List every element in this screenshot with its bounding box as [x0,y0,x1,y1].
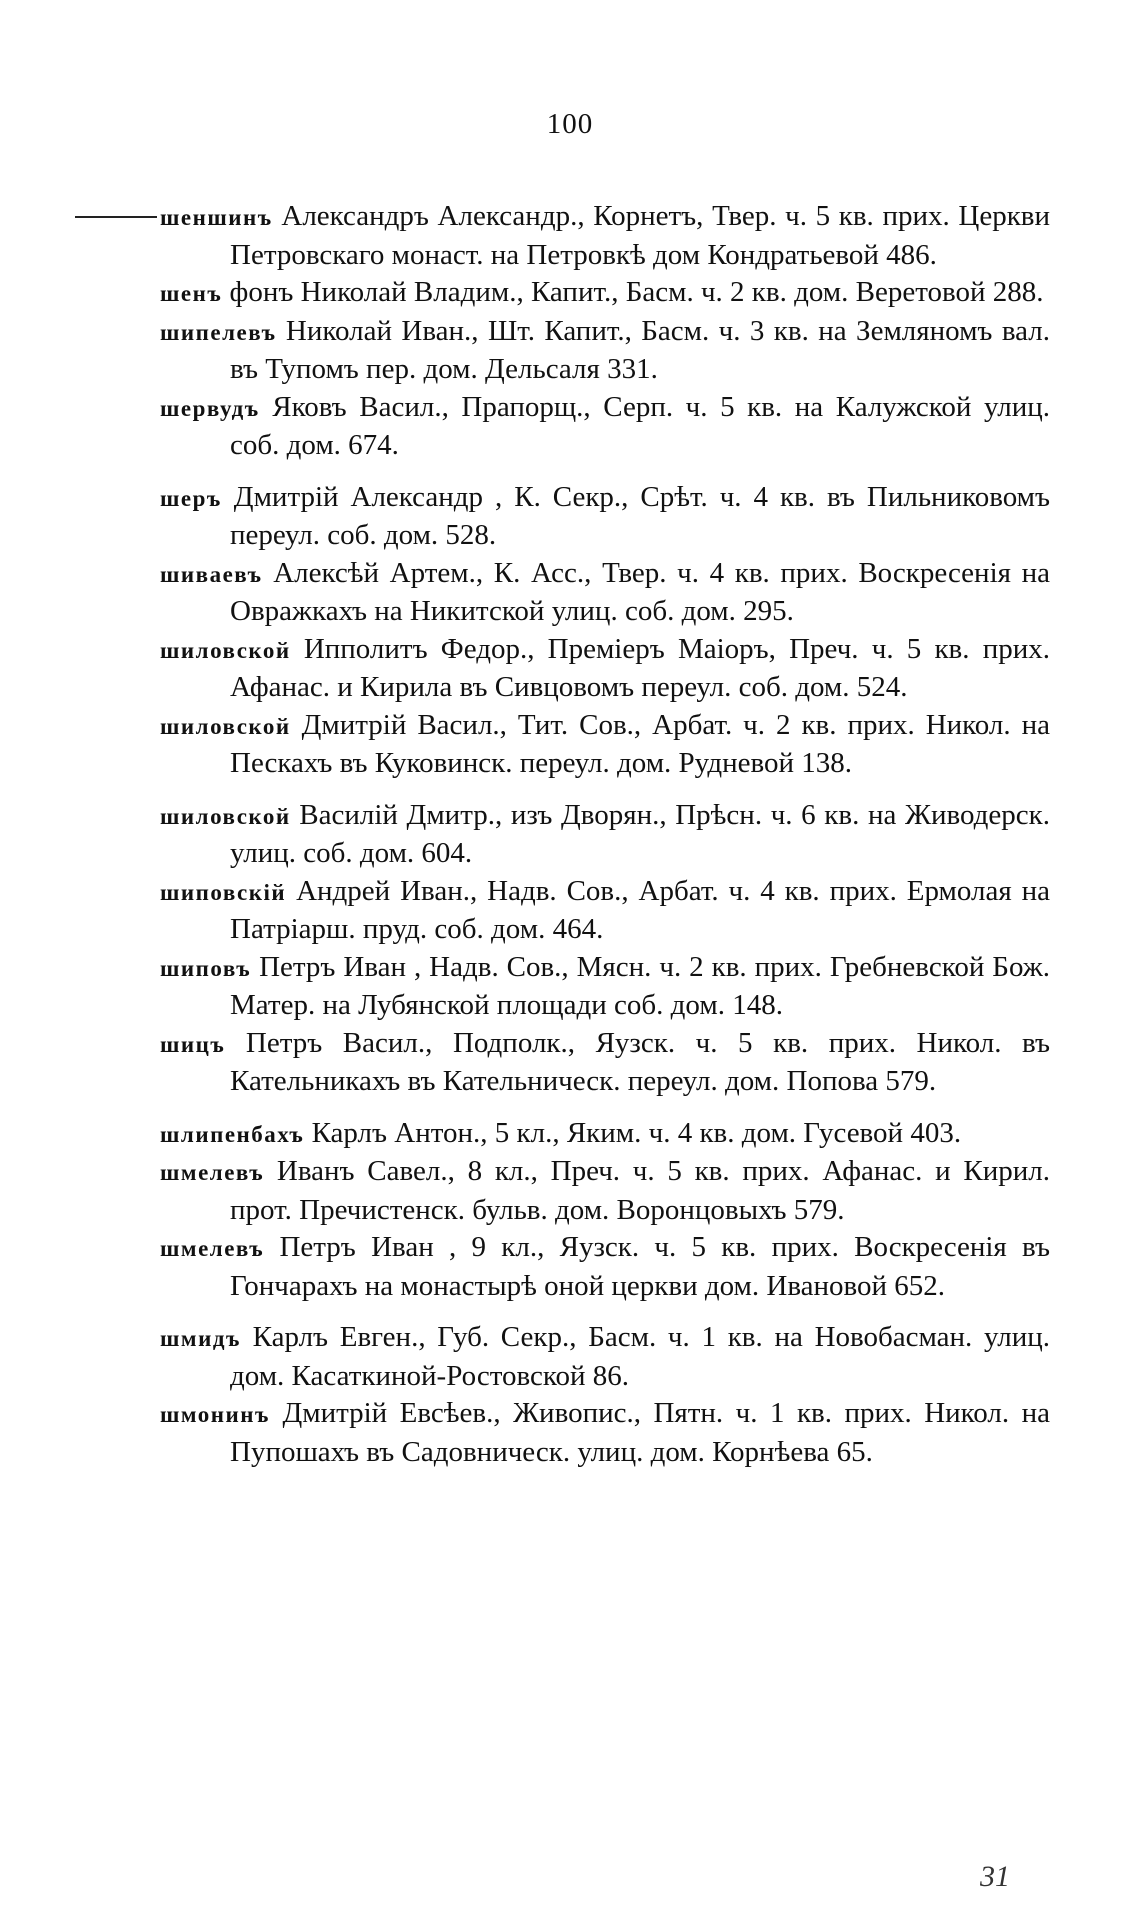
entry-surname: шмидъ [160,1326,241,1351]
page-mark: 31 [980,1860,1010,1893]
entry-surname: шиловской [160,803,291,829]
directory-entry [160,1115,1050,1154]
entry-surname: шеръ [160,485,222,511]
directory-entry [160,1025,1050,1101]
directory-entry [160,949,1050,1025]
directory-entries [160,198,1050,1471]
entry-details: Петръ Иван , Надв. Сов., Мясн. ч. 2 кв. прих. Гребневской Бож. Матер. на Лубянской площади соб. дом. 148. [230,950,1051,1021]
entry-details: Карлъ Антон., 5 кл., Яким. ч. 4 кв. дом. Гусевой 403. [311,1116,962,1149]
entry-surname: шмонинъ [160,1402,270,1427]
entry-details: Дмитрій Евсѣев., Живопис., Пятн. ч. 1 кв. прих. Никол. на Пупошахъ въ Садовническ. улиц. дом. Корнѣева 65. [230,1397,1051,1468]
entry-details: Петръ Иван , 9 кл., Яузск. ч. 5 кв. прих. Воскресенія въ Гончарахъ на монастырѣ оной церкви дом. Ивановой 652. [230,1231,1051,1302]
entry-surname: шиповъ [160,955,252,981]
entry-details: Николай Иван., Шт. Капит., Басм. ч. 3 кв. на Земляномъ вал. въ Тупомъ пер. дом. Дельсаля 331. [230,314,1051,385]
directory-entry [160,707,1050,783]
directory-entry [160,1153,1050,1229]
directory-entry [160,873,1050,949]
entry-details: Дмитрій Александр , К. Секр., Срѣт. ч. 4 кв. въ Пильниковомъ переул. соб. дом. 528. [230,480,1050,551]
directory-entry [160,1395,1050,1471]
directory-entry [160,313,1050,389]
page-number: 100 [546,108,594,140]
entry-surname: шиловской [160,713,291,739]
entry-surname: шиваевъ [160,561,263,587]
directory-entry [160,1319,1050,1395]
directory-entry [160,1229,1050,1305]
entry-details: фонъ Николай Владим., Капит., Басм. ч. 2 кв. дом. Веретовой 288. [229,276,1044,308]
directory-entry [160,555,1050,631]
entry-surname: шеншинъ [160,205,273,230]
entry-details: Дмитрій Васил., Тит. Сов., Арбат. ч. 2 кв. прих. Никол. на Пескахъ въ Куковинск. переул. дом. Рудневой 138. [230,708,1051,779]
entry-surname: шервудъ [160,395,260,421]
entry-surname: шлипенбахъ [160,1121,305,1147]
directory-entry [160,389,1050,465]
entry-details: Ипполитъ Федор., Премiеръ Маiоръ, Преч. ч. 5 кв. прих. Афанас. и Кирила въ Сивцовомъ переул. соб. дом. 524. [230,632,1050,703]
directory-entry [160,274,1050,313]
entry-surname: шипелевъ [160,319,277,345]
directory-entry [160,198,1050,274]
directory-entry [160,631,1050,707]
entry-surname: шицъ [160,1031,226,1057]
entry-surname: шиловской [160,637,291,663]
entry-details: Карлъ Евген., Губ. Секр., Басм. ч. 1 кв. на Новобасман. улиц. дом. Касаткиной-Ростовской 86. [230,1321,1051,1392]
entry-details: Яковъ Васил., Прапорщ., Серп. ч. 5 кв. на Калужской улиц. соб. дом. 674. [230,390,1050,461]
entry-surname: шиповскій [160,879,287,905]
entry-surname: шмелевъ [160,1160,265,1185]
entry-details: Василій Дмитр., изъ Дворян., Прѣсн. ч. 6 кв. на Живодерск. улиц. соб. дом. 604. [230,798,1050,869]
entry-details: Иванъ Савел., 8 кл., Преч. ч. 5 кв. прих. Афанас. и Кирил. прот. Пречистенск. бульв. дом. Воронцовыхъ 579. [230,1155,1050,1226]
margin-dash [75,216,157,218]
directory-entry [160,797,1050,873]
entry-surname: шмелевъ [160,1236,265,1261]
entry-details: Андрей Иван., Надв. Сов., Арбат. ч. 4 кв. прих. Ермолая на Патрiарш. пруд. соб. дом. 464. [230,874,1051,945]
entry-details: Александръ Александр., Корнетъ, Твер. ч. 5 кв. прих. Церкви Петровскаго монаст. на Петровкѣ дом Кондратьевой 486. [230,200,1050,271]
entry-surname: шенъ [160,281,223,306]
entry-details: Алексѣй Артем., К. Асс., Твер. ч. 4 кв. прих. Воскресенія на Овражкахъ на Никитской улиц. соб. дом. 295. [230,556,1050,627]
entry-details: Петръ Васил., Подполк., Яузск. ч. 5 кв. прих. Никол. въ Кательникахъ въ Кательническ. переул. дом. Попова 579. [230,1026,1050,1097]
directory-entry [160,479,1050,555]
